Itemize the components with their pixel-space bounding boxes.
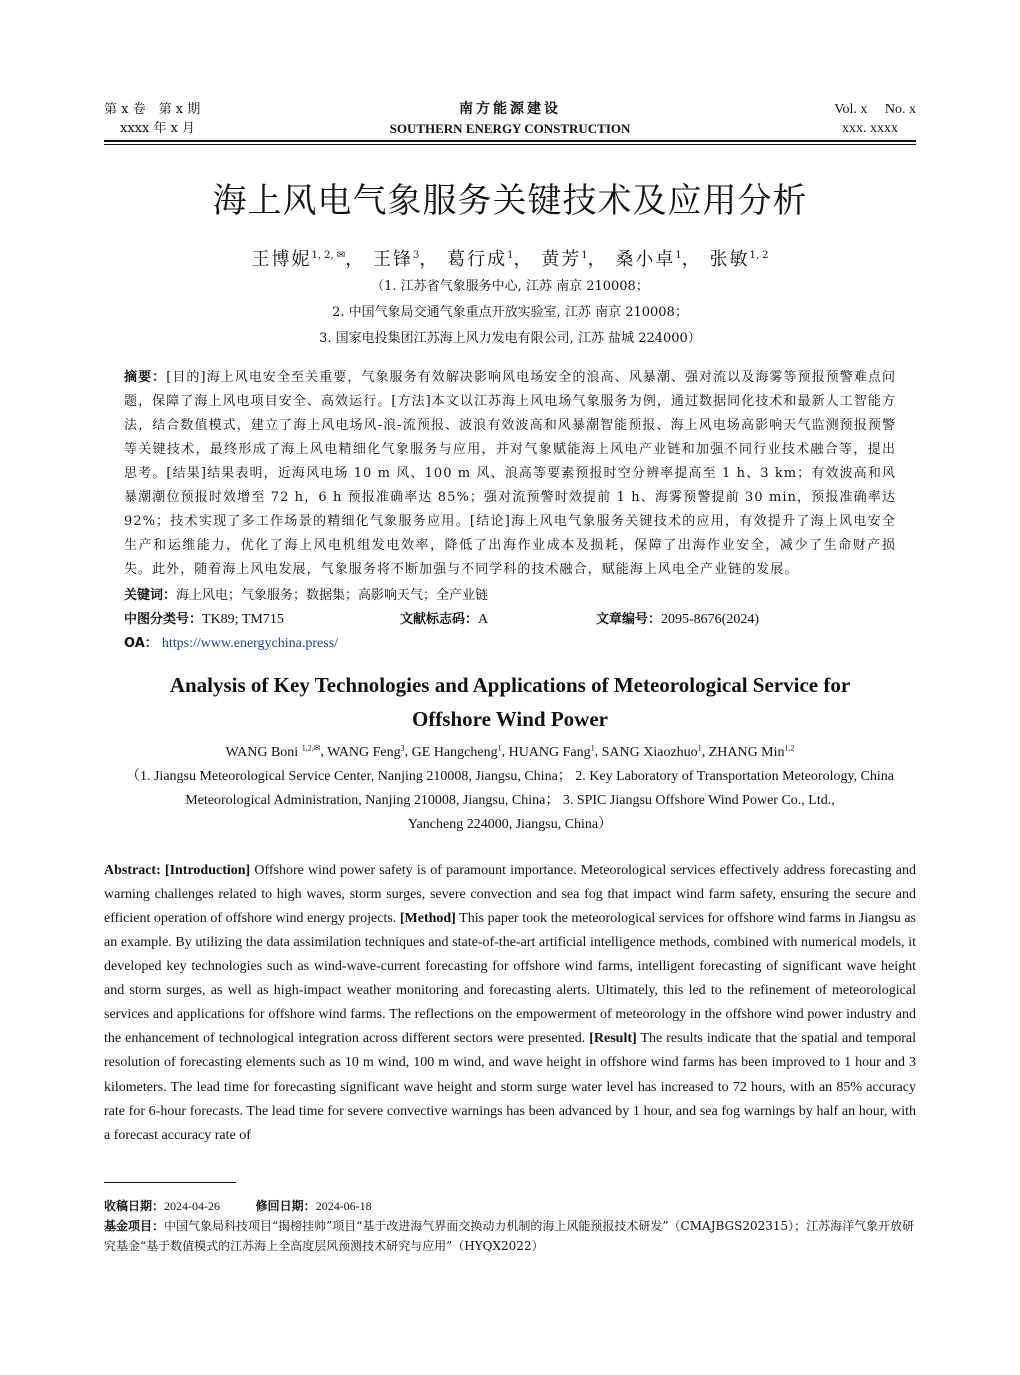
oa-link[interactable]: https://www.energychina.press/ [161, 636, 339, 651]
keywords-text: 海上风电；气象服务；数据集；高影响天气；全产业链 [176, 588, 489, 603]
journal-name-cn: 南方能源建设 [459, 101, 561, 117]
received-label: 收稿日期： [104, 1199, 165, 1213]
author-en: GE Hangcheng$^1$ [411, 743, 502, 760]
author-cn: 桑小卓$^1$ [615, 249, 682, 270]
abstract-en-result: The results indicate that the spatial and temporal resolution of forecasting elements such as 10 m wind, 100 m wind, and wave height in offshore wind farms has been improved to 1 hour and 3 kilometers. The lead time for forecasting significant wave height and storm surge water level has increased to 72 hours, with an 85% accuracy rate for 6-hour forecasts. The lead time for severe convective warnings has been advanced by 1 hour, and sea fog warnings by half an hour, with a forecast accuracy rate of [104, 1031, 916, 1143]
journal-name-en: SOUTHERN ENERGY CONSTRUCTION [389, 121, 631, 136]
received-date: 2024-04-26 [164, 1199, 221, 1213]
tag-method: [方法] [391, 394, 432, 409]
running-header [104, 96, 916, 148]
keywords-cn [124, 584, 896, 608]
header-rule-thick [104, 140, 916, 142]
revised-label: 修回日期： [255, 1199, 316, 1213]
header-right [834, 100, 916, 138]
abstract-result: 结果表明，近海风电场 10 m 风、100 m 风、浪高等要素预报时空分辨率提高至 1 h、3 km；有效波高和风暴潮潮位预报时效增至 72 h，6 h 预报准确率达 85%；强对流预警时效提前 1 h、海雾预警提前 30 min，预报准确率达 92%；技术实现了多工作场景的精细化气象服务应用。 [124, 466, 897, 529]
author-cn: 王博妮$^{1, 2, ✉}$ [251, 249, 346, 270]
author-en: WANG Feng$^3$ [327, 743, 405, 760]
tag-conclusion: [结论] [469, 514, 511, 529]
title-en-line: Analysis of Key Technologies and Applications of Meteorological Service for [169, 673, 851, 697]
volume-issue-en: Vol. x No. x [834, 102, 916, 117]
footnote-rule [104, 1182, 236, 1183]
author-cn: 王锋$^3$ [373, 249, 420, 270]
dates-row [104, 1196, 916, 1216]
date-en: xxx. xxxx [842, 121, 898, 136]
affiliation-line: 2. 中国气象局交通气象重点开放实验室, 江苏 南京 210008； [332, 305, 688, 320]
volume-issue-cn: 第 x 卷 第 x 期 [104, 102, 201, 117]
fund-row [104, 1216, 916, 1256]
author-cn: 葛行成$^1$ [447, 249, 514, 270]
affiliations-cn [104, 274, 916, 352]
affiliation-en-line: （1. Jiangsu Meteorological Service Center, Nanjing 210008, Jiangsu, China； 2. Key Laboratory of Transportation Meteorology, China [125, 768, 894, 784]
affiliation-line: （1. 江苏省气象服务中心, 江苏 南京 210008； [371, 279, 649, 294]
abstract-en-method: This paper took the meteorological services for offshore wind farms in Jiangsu as an example. By utilizing the data assimilation techniques and state-of-the-art artificial intelligence methods, combined with numerical models, it developed key technologies such as wind-wave-current forecasting for offshore wind farms, intelligent forecasting of significant wave height and storm surges, as well as high-impact weather monitoring and forecasting alerts. Ultimately, this led to the refinement of meteorological services and applications for offshore wind farms. The reflections on the empowerment of meteorology in the offshore wind power industry and the enhancement of technological integration across different sectors were presented. [104, 910, 916, 1047]
affiliation-en-line: Yancheng 224000, Jiangsu, China） [407, 816, 613, 832]
abstract-method: 本文以江苏海上风电场气象服务为例，通过数据同化技术和最新人工智能方法，结合数值模式，建立了海上风电场风-浪-流预报、波浪有效波高和风暴潮智能预报、海上风电场高影响天气监测预报预警等关键技术，最终形成了海上风电精细化气象服务与应用，并对气象赋能海上风电产业链和加强不同行业技术融合等，提出思考。 [124, 394, 896, 481]
oa-row [124, 632, 896, 656]
tag-result-en: [Result] [589, 1031, 637, 1047]
author-en: HUANG Fang$^1$ [508, 743, 595, 760]
affiliations-en [104, 765, 916, 837]
header-rule-thin [104, 144, 916, 145]
authors-en: WANG Boni $^{1,2,✉}$, WANG Feng$^3$, GE Hangcheng$^1$, HUANG Fang$^1$, SANG Xiaozhuo$^1$, ZHANG Min$^{1,2}$ [225, 743, 795, 760]
abstract-en-intro: Offshore wind power safety is of paramount importance. Meteorological services effectively address forecasting and warning challenges related to high waves, storm surges, severe convection and sea fog that impact wind farm safety, ensuring the secure and efficient operation of offshore wind energy projects. [104, 862, 916, 926]
abstract-cn [124, 366, 896, 582]
fund-text: 中国气象局科技项目“揭榜挂帅”项目“基于改进海气界面交换动力机制的海上风能预报技术研发”（CMAJBGS202315）；江苏海洋气象开放研究基金“基于数值模式的江苏海上全高度层风预测技术研究与应用”（HYQX2022） [104, 1219, 915, 1253]
fund-label: 基金项目： [104, 1219, 165, 1233]
journal-name [104, 100, 916, 138]
author-en: SANG Xiaozhuo$^1$ [601, 743, 702, 760]
clc-code: 中图分类号：TK89; TM715 [124, 612, 284, 627]
abstract-label-cn: 摘要： [124, 370, 167, 385]
title-cn: 海上风电气象服务关键技术及应用分析 [212, 181, 808, 221]
paper-page [104, 96, 916, 1148]
tag-introduction: [Introduction] [164, 862, 251, 878]
document-code: 文献标志码：A [400, 612, 489, 627]
tag-method-en: [Method] [399, 910, 456, 926]
authors-cn: 王博妮$^{1, 2, ✉}$， 王锋$^3$， 葛行成$^1$， 黄芳$^1$， 桑小卓$^1$， 张敏$^{1, 2}$ [251, 249, 769, 270]
abstract-conclusion: 海上风电气象服务关键技术的应用，有效提升了海上风电安全生产和运维能力，优化了海上风电机组发电效率，降低了出海作业成本及损耗，保障了出海作业安全，减少了生命财产损失。此外，随着海上风电发展，气象服务将不断加强与不同学科的技术融合，赋能海上风电全产业链的发展。 [124, 514, 896, 577]
article-number: 文章编号：2095-8676(2024) [596, 612, 760, 627]
title-en [104, 668, 916, 736]
abstract-label-en: Abstract: [104, 862, 161, 878]
oa-label: OA： [124, 636, 158, 651]
date-cn: xxxx 年 x 月 [120, 121, 196, 136]
author-cn: 张敏$^{1, 2}$ [709, 249, 769, 270]
keywords-label: 关键词： [124, 588, 177, 603]
author-en: WANG Boni $^{1,2,✉}$ [225, 743, 321, 760]
affiliation-en-line: Meteorological Administration, Nanjing 210008, Jiangsu, China； 3. SPIC Jiangsu Offshore Wind Power Co., Ltd., [185, 792, 835, 808]
abstract-en [104, 859, 916, 1148]
title-en-line: Offshore Wind Power [411, 707, 608, 731]
tag-result: [结果] [166, 466, 208, 481]
tag-purpose: [目的] [166, 370, 207, 385]
author-en: ZHANG Min$^{1,2}$ [708, 743, 795, 760]
affiliation-line: 3. 国家电投集团江苏海上风力发电有限公司, 江苏 盐城 224000） [319, 331, 701, 346]
classification-row [124, 608, 896, 632]
revised-date: 2024-06-18 [315, 1199, 372, 1213]
author-cn: 黄芳$^1$ [541, 249, 588, 270]
abstract-purpose: 海上风电安全至关重要，气象服务有效解决影响风电场安全的浪高、风暴潮、强对流以及海雾等预报预警难点问题，保障了海上风电项目安全、高效运行。 [124, 370, 897, 409]
footnotes [104, 1196, 916, 1256]
